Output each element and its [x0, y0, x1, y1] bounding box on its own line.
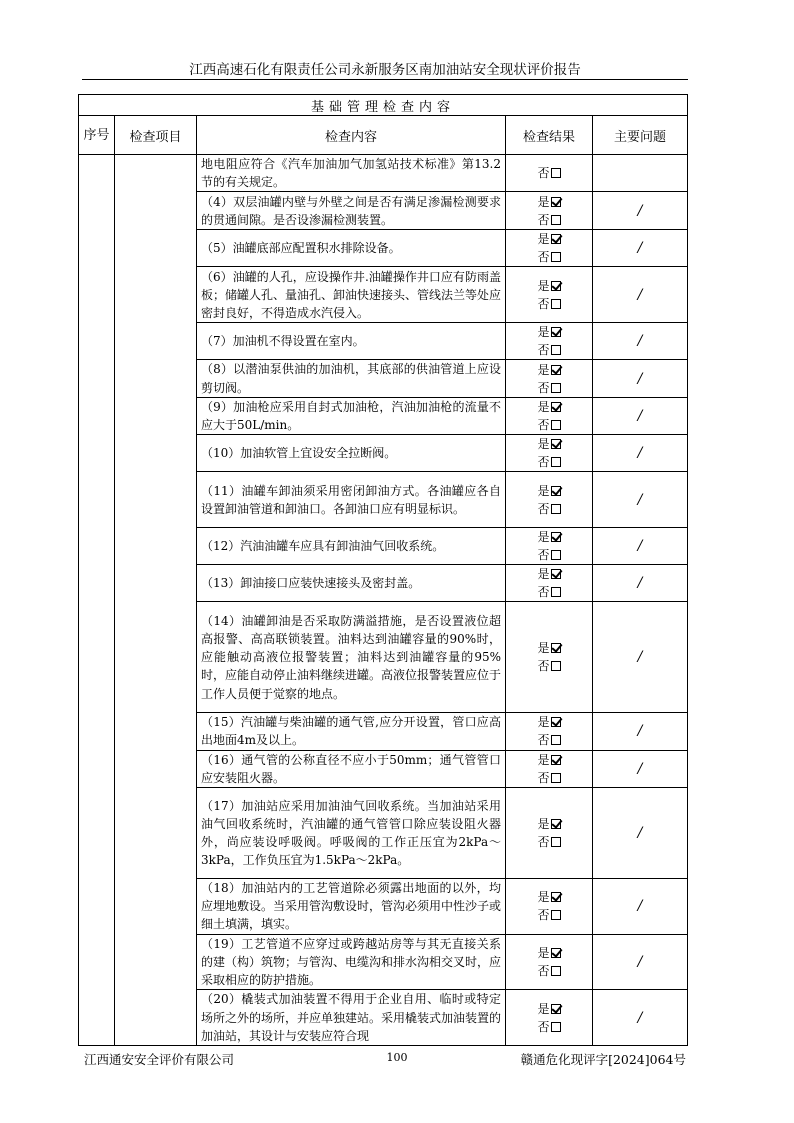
- checked-box-icon[interactable]: [551, 717, 561, 727]
- column-header-content: 检查内容: [197, 116, 506, 155]
- result-yes-label: 是: [537, 641, 550, 656]
- content-cell: （20）橇装式加油装置不得用于企业自用、临时或特定场所之外的场所，并应单独建站。采用橇装式加油装置的加油站，其设计与安装应符合现: [197, 990, 506, 1046]
- content-cell: （17）加油站应采用加油油气回收系统。当加油站采用油气回收系统时，汽油罐的通气管管口除应装设阻火器外，尚应装设呼吸阀。呼吸阀的工作正压宜为2kPa～3kPa，工作负压宜为1.5kPa～2kPa。: [197, 788, 506, 879]
- result-yes-label: 是: [537, 194, 550, 209]
- header-rule: [82, 79, 688, 80]
- result-yes-label: 是: [537, 715, 550, 730]
- table-section-title: 基础管理检查内容: [79, 95, 688, 116]
- result-no-label: 否: [537, 585, 550, 600]
- inspection-table: [78, 94, 688, 1046]
- result-cell: [506, 360, 593, 397]
- issue-cell: /: [593, 990, 688, 1046]
- result-no: [506, 833, 592, 851]
- result-yes: [506, 323, 592, 341]
- content-cell: （18）加油站内的工艺管道除必须露出地面的以外，均应埋地敷设。当采用管沟敷设时，管沟必须用中性沙子或细土填满，填实。: [197, 879, 506, 935]
- result-yes-label: 是: [537, 232, 550, 247]
- empty-box-icon[interactable]: [551, 168, 561, 178]
- result-cell: [506, 565, 593, 602]
- result-yes: [506, 565, 592, 583]
- issue-cell: /: [593, 934, 688, 990]
- content-cell: （5）油罐底部应配置积水排除设备。: [197, 230, 506, 267]
- result-yes-label: 是: [537, 817, 550, 832]
- footer-document-number: 赣通危化现评字[2024]064号: [520, 1052, 686, 1067]
- result-no: [506, 906, 592, 924]
- result-no-label: 否: [537, 548, 550, 563]
- result-no: [506, 657, 592, 675]
- issue-cell: /: [593, 713, 688, 750]
- result-no: [506, 211, 592, 229]
- checked-box-icon[interactable]: [551, 281, 561, 291]
- issue-cell: /: [593, 267, 688, 323]
- result-no-label: 否: [537, 659, 550, 674]
- result-no: [506, 416, 592, 434]
- footer-page-number: 100: [386, 1051, 408, 1064]
- result-yes: [506, 713, 592, 731]
- empty-box-icon[interactable]: [551, 457, 561, 467]
- issue-cell: /: [593, 192, 688, 230]
- checked-box-icon[interactable]: [551, 892, 561, 902]
- checked-box-icon[interactable]: [551, 532, 561, 542]
- result-yes-label: 是: [537, 437, 550, 452]
- result-no: [506, 962, 592, 980]
- result-no-label: 否: [537, 455, 550, 470]
- checked-box-icon[interactable]: [551, 755, 561, 765]
- result-cell: [506, 435, 593, 472]
- result-cell: [506, 879, 593, 935]
- empty-box-icon[interactable]: [551, 345, 561, 355]
- result-cell: [506, 323, 593, 360]
- column-header-seq: 序号: [79, 116, 115, 155]
- result-no-label: 否: [537, 250, 550, 265]
- result-yes: [506, 193, 592, 211]
- empty-box-icon[interactable]: [551, 661, 561, 671]
- result-no-label: 否: [537, 835, 550, 850]
- empty-box-icon[interactable]: [551, 1022, 561, 1032]
- checked-box-icon[interactable]: [551, 234, 561, 244]
- result-no-label: 否: [537, 418, 550, 433]
- issue-cell: /: [593, 435, 688, 472]
- result-no-label: 否: [537, 380, 550, 395]
- checked-box-icon[interactable]: [551, 1004, 561, 1014]
- result-cell: [506, 267, 593, 323]
- result-cell: [506, 192, 593, 230]
- content-cell: （6）油罐的人孔，应设操作井.油罐操作井口应有防雨盖板；储罐人孔、量油孔、卸油快速接头、管线法兰等处应密封良好，不得造成水汽侵入。: [197, 267, 506, 323]
- column-header-item: 检查项目: [115, 116, 197, 155]
- empty-box-icon[interactable]: [551, 735, 561, 745]
- content-cell: （12）汽油油罐车应具有卸油油气回收系统。: [197, 528, 506, 565]
- result-yes: [506, 815, 592, 833]
- result-no-label: 否: [537, 963, 550, 978]
- empty-box-icon[interactable]: [551, 966, 561, 976]
- issue-cell: [593, 155, 688, 192]
- seq-cell: [79, 155, 115, 1046]
- result-yes: [506, 398, 592, 416]
- content-cell: （16）通气管的公称直径不应小于50mm；通气管管口应安装阻火器。: [197, 750, 506, 787]
- result-yes-label: 是: [537, 483, 550, 498]
- result-cell: [506, 397, 593, 434]
- result-yes: [506, 435, 592, 453]
- issue-cell: /: [593, 397, 688, 434]
- result-no-label: 否: [537, 733, 550, 748]
- empty-box-icon[interactable]: [551, 420, 561, 430]
- result-no-label: 否: [537, 501, 550, 516]
- result-yes-label: 是: [537, 400, 550, 415]
- checked-box-icon[interactable]: [551, 365, 561, 375]
- result-no: [506, 341, 592, 359]
- result-yes: [506, 361, 592, 379]
- item-cell: [115, 155, 197, 1046]
- result-no: [506, 1018, 592, 1036]
- checked-box-icon[interactable]: [551, 948, 561, 958]
- empty-box-icon[interactable]: [551, 773, 561, 783]
- result-cell: [506, 528, 593, 565]
- content-cell: （14）油罐卸油是否采取防满溢措施，是否设置液位超高报警、高高联锁装置。油料达到油罐容量的90%时，应能触动高液位报警装置；油料达到油罐容量的95%时，应能自动停止油料继续进罐。高液位报警装置应位于工作人员便于觉察的地点。: [197, 602, 506, 713]
- table-body: [79, 155, 688, 1046]
- result-yes: [506, 277, 592, 295]
- checked-box-icon[interactable]: [551, 643, 561, 653]
- result-no-label: 否: [537, 166, 550, 181]
- issue-cell: /: [593, 472, 688, 528]
- issue-cell: /: [593, 323, 688, 360]
- result-yes: [506, 482, 592, 500]
- result-no: [506, 500, 592, 518]
- result-yes: [506, 888, 592, 906]
- result-no-label: 否: [537, 296, 550, 311]
- issue-cell: /: [593, 360, 688, 397]
- result-no: [506, 453, 592, 471]
- issue-cell: /: [593, 879, 688, 935]
- column-header-result: 检查结果: [506, 116, 593, 155]
- result-yes-label: 是: [537, 362, 550, 377]
- checked-box-icon[interactable]: [551, 197, 561, 207]
- result-cell: [506, 934, 593, 990]
- result-yes-label: 是: [537, 1001, 550, 1016]
- result-no: [506, 295, 592, 313]
- result-cell: [506, 713, 593, 750]
- empty-box-icon[interactable]: [551, 504, 561, 514]
- issue-cell: /: [593, 528, 688, 565]
- checked-box-icon[interactable]: [551, 486, 561, 496]
- empty-box-icon[interactable]: [551, 837, 561, 847]
- result-no: [506, 583, 592, 601]
- result-cell: [506, 230, 593, 267]
- result-yes-label: 是: [537, 530, 550, 545]
- checked-box-icon[interactable]: [551, 327, 561, 337]
- empty-box-icon[interactable]: [551, 215, 561, 225]
- result-no: [506, 731, 592, 749]
- content-cell: （13）卸油接口应装快速接头及密封盖。: [197, 565, 506, 602]
- result-no: [506, 379, 592, 397]
- content-cell: （11）油罐车卸油须采用密闭卸油方式。各油罐应各自设置卸油管道和卸油口。各卸油口应有明显标识。: [197, 472, 506, 528]
- issue-cell: /: [593, 602, 688, 713]
- issue-cell: /: [593, 788, 688, 879]
- footer-company: 江西通安安全评价有限公司: [84, 1052, 235, 1067]
- result-yes: [506, 230, 592, 248]
- checked-box-icon[interactable]: [551, 439, 561, 449]
- table-row: [79, 155, 688, 192]
- column-header-issue: 主要问题: [593, 116, 688, 155]
- footer-rule: [82, 1045, 688, 1046]
- result-yes-label: 是: [537, 325, 550, 340]
- result-cell: [506, 472, 593, 528]
- result-cell: [506, 788, 593, 879]
- result-yes: [506, 751, 592, 769]
- content-cell: （9）加油枪应采用自封式加油枪，汽油加油枪的流量不应大于50L/min。: [197, 397, 506, 434]
- issue-cell: /: [593, 565, 688, 602]
- empty-box-icon[interactable]: [551, 252, 561, 262]
- result-cell: [506, 602, 593, 713]
- checked-box-icon[interactable]: [551, 569, 561, 579]
- result-no: [506, 248, 592, 266]
- result-yes: [506, 944, 592, 962]
- result-no-label: 否: [537, 1019, 550, 1034]
- empty-box-icon[interactable]: [551, 299, 561, 309]
- empty-box-icon[interactable]: [551, 587, 561, 597]
- result-no: [506, 164, 592, 182]
- result-no: [506, 769, 592, 787]
- empty-box-icon[interactable]: [551, 910, 561, 920]
- result-yes: [506, 528, 592, 546]
- checked-box-icon[interactable]: [551, 402, 561, 412]
- issue-cell: /: [593, 750, 688, 787]
- content-cell: （19）工艺管道不应穿过或跨越站房等与其无直接关系的建（构）筑物；与管沟、电缆沟和排水沟相交叉时，应采取相应的防护措施。: [197, 934, 506, 990]
- empty-box-icon[interactable]: [551, 383, 561, 393]
- content-cell: （10）加油软管上宜设安全拉断阀。: [197, 435, 506, 472]
- result-cell: [506, 750, 593, 787]
- result-yes: [506, 639, 592, 657]
- content-cell: （8）以潜油泵供油的加油机，其底部的供油管道上应设剪切阀。: [197, 360, 506, 397]
- content-cell: 地电阻应符合《汽车加油加气加氢站技术标准》第13.2节的有关规定。: [197, 155, 506, 192]
- result-yes-label: 是: [537, 945, 550, 960]
- issue-cell: /: [593, 230, 688, 267]
- result-yes-label: 是: [537, 567, 550, 582]
- result-yes-label: 是: [537, 278, 550, 293]
- result-yes: [506, 1000, 592, 1018]
- result-no-label: 否: [537, 908, 550, 923]
- page-header-title: 江西高速石化有限责任公司永新服务区南加油站安全现状评价报告: [189, 62, 581, 78]
- empty-box-icon[interactable]: [551, 550, 561, 560]
- result-yes-label: 是: [537, 890, 550, 905]
- result-cell: [506, 155, 593, 192]
- result-no-label: 否: [537, 343, 550, 358]
- result-yes-label: 是: [537, 752, 550, 767]
- result-cell: [506, 990, 593, 1046]
- result-no-label: 否: [537, 770, 550, 785]
- result-no-label: 否: [537, 212, 550, 227]
- checked-box-icon[interactable]: [551, 819, 561, 829]
- content-cell: （7）加油机不得设置在室内。: [197, 323, 506, 360]
- result-no: [506, 546, 592, 564]
- content-cell: （4）双层油罐内壁与外壁之间是否有满足渗漏检测要求的贯通间隙。是否设渗漏检测装置。: [197, 192, 506, 230]
- content-cell: （15）汽油罐与柴油罐的通气管,应分开设置，管口应高出地面4m及以上。: [197, 713, 506, 750]
